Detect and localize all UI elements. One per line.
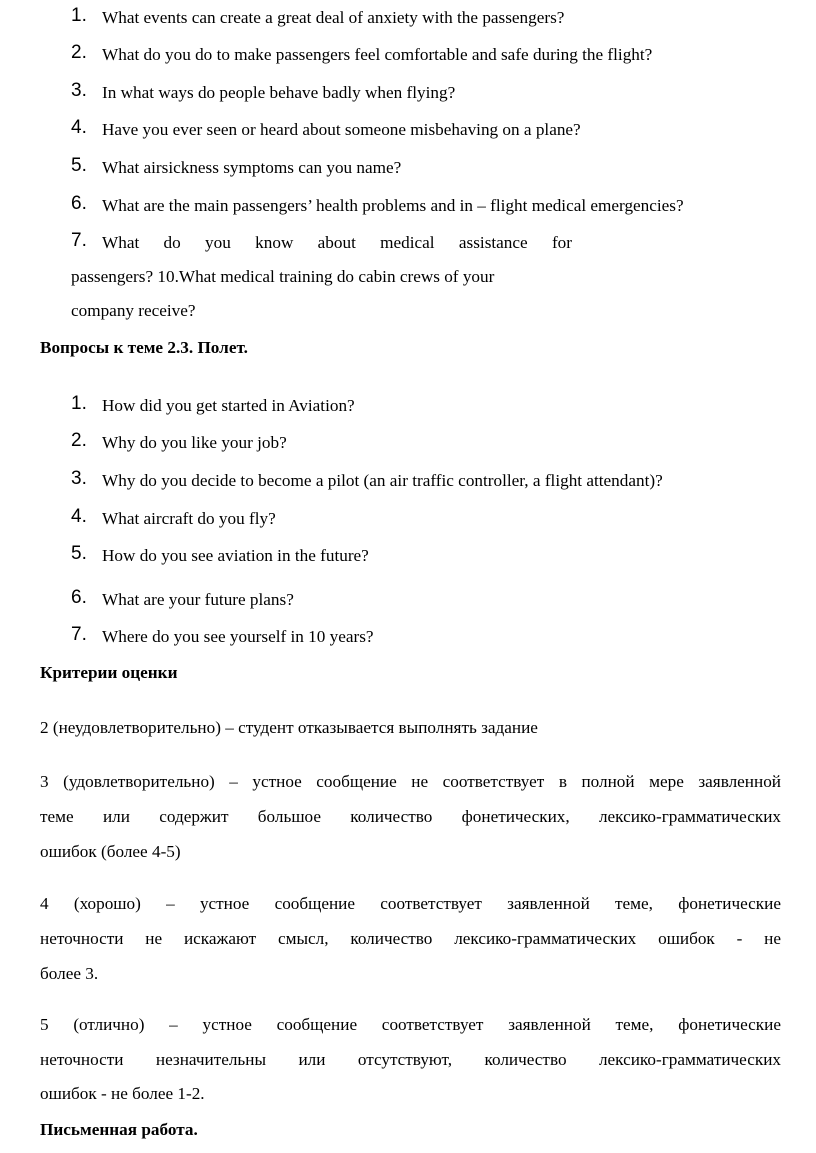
criterion-5-line: ошибок - не более 1-2. xyxy=(40,1084,205,1103)
list-number: 3. xyxy=(71,468,87,489)
list-item: Have you ever seen or heard about someone misbehaving on a plane? xyxy=(102,120,581,139)
list-item: Where do you see yourself in 10 years? xyxy=(102,627,374,646)
list-item: What are your future plans? xyxy=(102,590,294,609)
list-item: What events can create a great deal of anxiety with the passengers? xyxy=(102,8,565,27)
criterion-4-line: более 3. xyxy=(40,964,99,983)
section-heading-written: Письменная работа. xyxy=(40,1120,198,1139)
list-number: 3. xyxy=(71,80,87,101)
list-number: 7. xyxy=(71,230,87,251)
criterion-4-line: 4 (хорошо) – устное сообщение соответствует заявленной теме, фонетические xyxy=(40,894,781,913)
list-number: 1. xyxy=(71,5,87,26)
list-item: Why do you decide to become a pilot (an air traffic controller, a flight attendant)? xyxy=(102,471,663,490)
list-number: 4. xyxy=(71,117,87,138)
list-item-continuation: passengers? 10.What medical training do cabin crews of your xyxy=(71,267,495,286)
criterion-5-line: 5 (отлично) – устное сообщение соответствует заявленной теме, фонетические xyxy=(40,1015,781,1034)
criterion-3-line: ошибок (более 4-5) xyxy=(40,842,181,861)
list-number: 1. xyxy=(71,393,87,414)
list-item: In what ways do people behave badly when flying? xyxy=(102,83,456,102)
list-number: 5. xyxy=(71,155,87,176)
section-heading-criteria: Критерии оценки xyxy=(40,663,178,682)
criterion-4-line: неточности не искажают смысл, количество лексико-грамматических ошибок - не xyxy=(40,929,781,948)
list-item: What are the main passengers’ health problems and in – flight medical emergencies? xyxy=(102,196,684,215)
list-number: 6. xyxy=(71,193,87,214)
list-number: 7. xyxy=(71,624,87,645)
list-item: What do you know about medical assistance for xyxy=(102,233,572,252)
criterion-3-line: 3 (удовлетворительно) – устное сообщение не соответствует в полной мере заявленной xyxy=(40,772,781,791)
criterion-2: 2 (неудовлетворительно) – студент отказывается выполнять задание xyxy=(40,718,538,737)
list-item: Why do you like your job? xyxy=(102,433,287,452)
list-item: How do you see aviation in the future? xyxy=(102,546,369,565)
list-item: What do you do to make passengers feel comfortable and safe during the flight? xyxy=(102,45,653,64)
list-number: 5. xyxy=(71,543,87,564)
list-number: 4. xyxy=(71,506,87,527)
list-number: 2. xyxy=(71,430,87,451)
list-number: 2. xyxy=(71,42,87,63)
list-item: What airsickness symptoms can you name? xyxy=(102,158,402,177)
list-item-continuation: company receive? xyxy=(71,301,196,320)
criterion-3-line: теме или содержит большое количество фонетических, лексико-грамматических xyxy=(40,807,781,826)
section-heading-topic: Вопросы к теме 2.3. Полет. xyxy=(40,338,248,357)
list-item: How did you get started in Aviation? xyxy=(102,396,355,415)
list-item: What aircraft do you fly? xyxy=(102,509,276,528)
criterion-5-line: неточности незначительны или отсутствуют, количество лексико-грамматических xyxy=(40,1050,781,1069)
list-number: 6. xyxy=(71,587,87,608)
